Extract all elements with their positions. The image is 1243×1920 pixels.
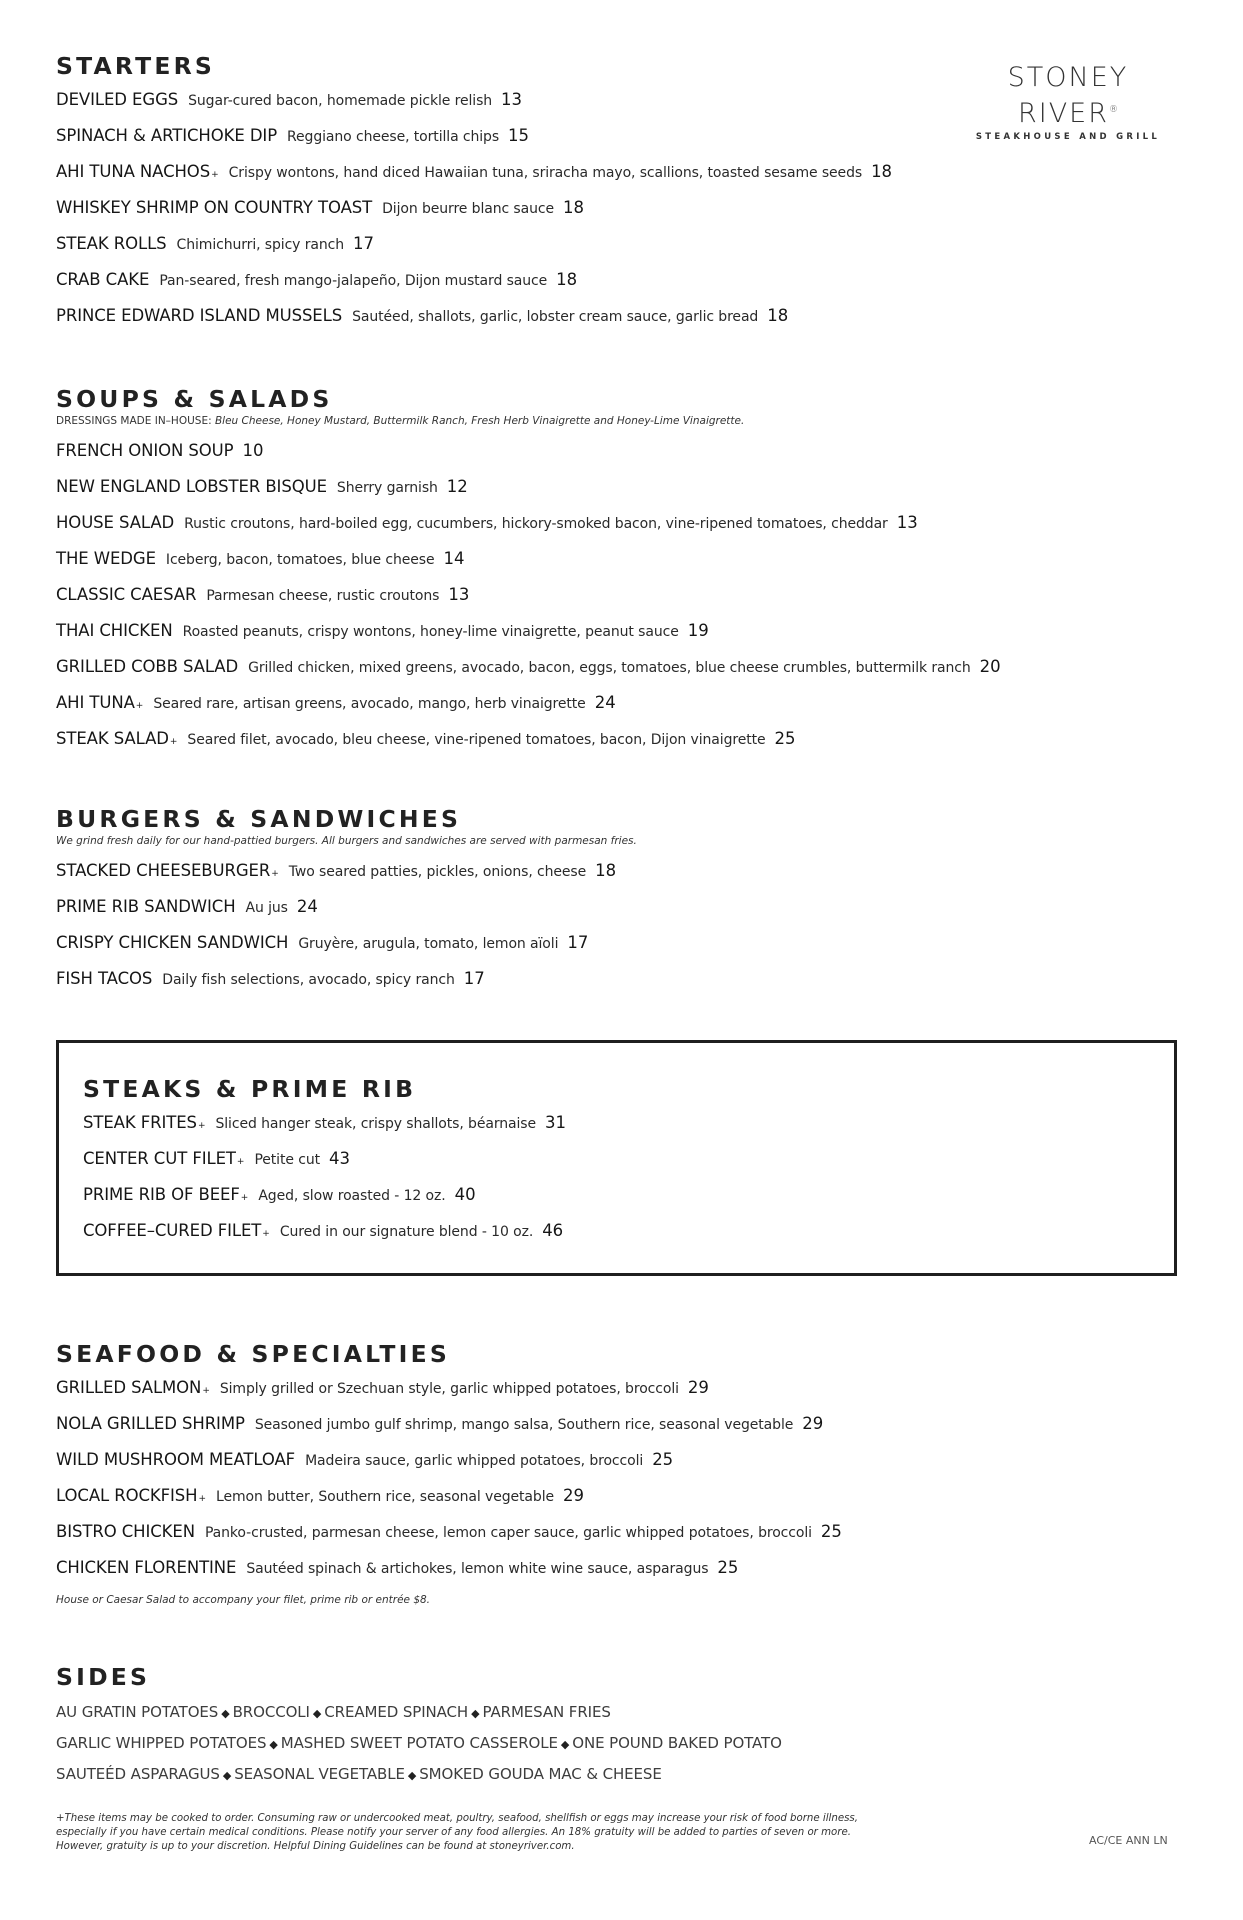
- item-name: CHICKEN FLORENTINE: [56, 1558, 237, 1577]
- menu-item: [56, 1376, 1186, 1412]
- item-price: 25: [652, 1450, 674, 1469]
- menu-item-list: [83, 1111, 1143, 1255]
- item-price: 13: [896, 513, 918, 532]
- side-dish: CREAMED SPINACH: [324, 1703, 469, 1721]
- raw-warning-mark: +: [271, 869, 279, 879]
- item-price: 46: [542, 1221, 564, 1240]
- menu-item: [83, 1147, 1143, 1183]
- menu-item: [56, 439, 1186, 475]
- item-name: THAI CHICKEN: [56, 621, 173, 640]
- item-name: AHI TUNA NACHOS: [56, 162, 211, 181]
- item-price: 15: [508, 126, 530, 145]
- item-price: 24: [296, 897, 318, 916]
- sides-line: [56, 1732, 1186, 1763]
- item-name: NEW ENGLAND LOBSTER BISQUE: [56, 477, 327, 496]
- item-name: PRIME RIB OF BEEF: [83, 1185, 240, 1204]
- menu-item: [56, 691, 1186, 727]
- menu-item: [56, 1412, 1186, 1448]
- item-price: 17: [463, 969, 485, 988]
- item-price: 13: [448, 585, 470, 604]
- sides-section: [56, 1663, 1186, 1794]
- side-dish: BROCCOLI: [232, 1703, 310, 1721]
- diamond-separator-icon: ◆: [269, 1738, 278, 1751]
- item-description: Sugar-cured bacon, homemade pickle relish: [188, 93, 493, 109]
- menu-item: [56, 859, 1186, 895]
- item-name: COFFEE–CURED FILET: [83, 1221, 262, 1240]
- item-price: 25: [717, 1558, 739, 1577]
- item-price: 17: [567, 933, 589, 952]
- menu-item: [56, 511, 1186, 547]
- diamond-separator-icon: ◆: [560, 1738, 570, 1751]
- item-name: WHISKEY SHRIMP ON COUNTRY TOAST: [56, 198, 373, 217]
- item-description: Roasted peanuts, crispy wontons, honey-lime vinaigrette, peanut sauce: [182, 624, 679, 640]
- side-dish: SMOKED GOUDA MAC & CHEESE: [419, 1765, 662, 1783]
- side-dish: PARMESAN FRIES: [482, 1703, 611, 1721]
- side-dish: ONE POUND BAKED POTATO: [572, 1734, 782, 1752]
- item-description: Reggiano cheese, tortilla chips: [287, 129, 500, 145]
- menu-item: [56, 1484, 1186, 1520]
- starters-section: [56, 52, 1186, 340]
- burgers-note: We grind fresh daily for our hand-pattied burgers. All burgers and sandwiches are served with parmesan fries.: [56, 835, 637, 847]
- menu-item: [56, 583, 1186, 619]
- item-price: 25: [774, 729, 796, 748]
- item-name: AHI TUNA: [56, 693, 135, 712]
- side-dish: SEASONAL VEGETABLE: [234, 1765, 405, 1783]
- side-dish: MASHED SWEET POTATO CASSEROLE: [280, 1734, 558, 1752]
- item-price: 43: [329, 1149, 350, 1168]
- steaks-prime-rib-box: [56, 1040, 1177, 1276]
- raw-warning-mark: +: [262, 1229, 270, 1239]
- menu-item-list: [56, 1376, 1186, 1592]
- sides-line: [56, 1701, 1186, 1732]
- raw-warning-mark: +: [236, 1157, 245, 1167]
- diamond-separator-icon: ◆: [471, 1707, 480, 1720]
- item-description: Seasoned jumbo gulf shrimp, mango salsa, Southern rice, seasonal vegetable: [254, 1417, 794, 1433]
- item-description: Sherry garnish: [336, 480, 438, 496]
- item-name: PRINCE EDWARD ISLAND MUSSELS: [56, 306, 343, 325]
- menu-item-list: [56, 88, 1186, 340]
- item-description: Cured in our signature blend - 10 oz.: [279, 1224, 534, 1240]
- menu-code: AC/CE ANN LN: [1089, 1834, 1168, 1847]
- item-name: BISTRO CHICKEN: [56, 1522, 195, 1541]
- menu-item: [56, 232, 1186, 268]
- item-description: Pan-seared, fresh mango-jalapeño, Dijon mustard sauce: [159, 273, 548, 289]
- item-name: GRILLED SALMON: [56, 1378, 202, 1397]
- item-price: 29: [687, 1378, 709, 1397]
- menu-item: [56, 931, 1186, 967]
- item-price: 20: [979, 657, 1001, 676]
- item-name: CRISPY CHICKEN SANDWICH: [56, 933, 289, 952]
- item-name: NOLA GRILLED SHRIMP: [56, 1414, 245, 1433]
- item-price: 14: [443, 549, 465, 568]
- item-price: 10: [242, 441, 264, 460]
- menu-item: [56, 727, 1186, 763]
- menu-item: [56, 304, 1186, 340]
- menu-item: [56, 475, 1186, 511]
- item-description: Lemon butter, Southern rice, seasonal vegetable: [216, 1489, 555, 1505]
- raw-warning-mark: +: [240, 1193, 249, 1203]
- item-price: 18: [595, 861, 617, 880]
- item-description: Rustic croutons, hard-boiled egg, cucumbers, hickory-smoked bacon, vine-ripened tomatoes, cheddar: [184, 516, 888, 532]
- menu-item: [56, 88, 1186, 124]
- item-price: 18: [767, 306, 789, 325]
- menu-item: [56, 160, 1186, 196]
- item-name: STEAK ROLLS: [56, 234, 167, 253]
- item-description: Simply grilled or Szechuan style, garlic whipped potatoes, broccoli: [219, 1381, 679, 1397]
- menu-item: [56, 655, 1186, 691]
- salad-addon-note: House or Caesar Salad to accompany your filet, prime rib or entrée $8.: [56, 1594, 431, 1606]
- item-price: 24: [594, 693, 616, 712]
- raw-warning-mark: +: [198, 1494, 207, 1504]
- diamond-separator-icon: ◆: [407, 1769, 417, 1782]
- raw-warning-mark: +: [197, 1121, 206, 1131]
- item-description: Madeira sauce, garlic whipped potatoes, broccoli: [305, 1453, 644, 1469]
- item-description: Gruyère, arugula, tomato, lemon aïoli: [298, 936, 559, 952]
- logo-wordmark: STONEY RIVER®: [1007, 62, 1129, 129]
- diamond-separator-icon: ◆: [312, 1707, 322, 1720]
- side-dish: AU GRATIN POTATOES: [56, 1703, 219, 1721]
- soups-salads-section: [56, 385, 1186, 763]
- item-name: FRENCH ONION SOUP: [56, 441, 234, 460]
- item-description: Grilled chicken, mixed greens, avocado, bacon, eggs, tomatoes, blue cheese crumbles, buttermilk ranch: [248, 660, 971, 676]
- item-description: Chimichurri, spicy ranch: [176, 237, 344, 253]
- section-title: STEAKS & PRIME RIB: [83, 1075, 417, 1103]
- item-description: Crispy wontons, hand diced Hawaiian tuna, sriracha mayo, scallions, toasted sesame seeds: [228, 165, 863, 181]
- item-name: CENTER CUT FILET: [83, 1149, 236, 1168]
- item-description: Aged, slow roasted - 12 oz.: [258, 1188, 446, 1204]
- item-price: 12: [446, 477, 468, 496]
- burgers-sandwiches-section: [56, 805, 1186, 1003]
- item-name: PRIME RIB SANDWICH: [56, 897, 236, 916]
- item-description: Panko-crusted, parmesan cheese, lemon caper sauce, garlic whipped potatoes, broccoli: [204, 1525, 812, 1541]
- sides-line: [56, 1763, 1186, 1794]
- menu-item: [56, 196, 1186, 232]
- raw-warning-mark: +: [202, 1386, 210, 1396]
- item-name: DEVILED EGGS: [56, 90, 179, 109]
- item-description: Daily fish selections, avocado, spicy ranch: [162, 972, 455, 988]
- item-name: STEAK FRITES: [83, 1113, 197, 1132]
- item-description: Petite cut: [254, 1152, 320, 1168]
- menu-item: [56, 124, 1186, 160]
- item-description: Sautéed, shallots, garlic, lobster cream sauce, garlic bread: [352, 309, 759, 325]
- item-price: 18: [563, 198, 584, 217]
- item-description: Sautéed spinach & artichokes, lemon white wine sauce, asparagus: [246, 1561, 709, 1577]
- item-description: Au jus: [245, 900, 288, 916]
- menu-item: [56, 547, 1186, 583]
- item-price: 13: [501, 90, 523, 109]
- item-description: Two seared patties, pickles, onions, cheese: [288, 864, 587, 880]
- menu-item: [83, 1111, 1143, 1147]
- menu-item-list: [56, 439, 1186, 763]
- section-title: SEAFOOD & SPECIALTIES: [56, 1340, 450, 1368]
- section-title: BURGERS & SANDWICHES: [56, 805, 462, 833]
- item-price: 18: [871, 162, 893, 181]
- raw-warning-mark: +: [135, 701, 144, 711]
- item-price: 17: [353, 234, 374, 253]
- menu-item: [56, 268, 1186, 304]
- item-price: 19: [687, 621, 709, 640]
- item-description: Seared filet, avocado, bleu cheese, vine-ripened tomatoes, bacon, Dijon vinaigrette: [187, 732, 766, 748]
- item-name: LOCAL ROCKFISH: [56, 1486, 198, 1505]
- menu-item: [56, 619, 1186, 655]
- item-description: Sliced hanger steak, crispy shallots, béarnaise: [215, 1116, 536, 1132]
- item-description: Parmesan cheese, rustic croutons: [206, 588, 440, 604]
- item-name: THE WEDGE: [56, 549, 156, 568]
- menu-item: [83, 1219, 1143, 1255]
- item-price: 31: [544, 1113, 566, 1132]
- menu-item: [56, 895, 1186, 931]
- item-description: Seared rare, artisan greens, avocado, mango, herb vinaigrette: [153, 696, 586, 712]
- raw-warning-mark: +: [211, 170, 219, 180]
- seafood-specialties-section: [56, 1340, 1186, 1606]
- section-title: STARTERS: [56, 52, 216, 80]
- item-price: 29: [563, 1486, 585, 1505]
- item-price: 25: [820, 1522, 842, 1541]
- item-name: WILD MUSHROOM MEATLOAF: [56, 1450, 296, 1469]
- side-dish: GARLIC WHIPPED POTATOES: [56, 1734, 267, 1752]
- menu-item: [83, 1183, 1143, 1219]
- item-name: CRAB CAKE: [56, 270, 150, 289]
- menu-item: [56, 1520, 1186, 1556]
- item-description: Dijon beurre blanc sauce: [382, 201, 554, 217]
- item-name: SPINACH & ARTICHOKE DIP: [56, 126, 278, 145]
- menu-item: [56, 967, 1186, 1003]
- item-price: 29: [802, 1414, 824, 1433]
- diamond-separator-icon: ◆: [222, 1769, 232, 1782]
- item-name: HOUSE SALAD: [56, 513, 175, 532]
- section-title: SIDES: [56, 1663, 151, 1691]
- item-price: 18: [556, 270, 578, 289]
- item-price: 40: [454, 1185, 476, 1204]
- item-name: FISH TACOS: [56, 969, 153, 988]
- allergy-disclaimer: +These items may be cooked to order. Consuming raw or undercooked meat, poultry, seafood, shellfish or eggs may increase your risk of food borne illness, especially if you have certain medical conditions. Please notify your server of any food allergies. An 18% gratuity will be added to parties of seven or more. However, gratuity is up to your discretion. Helpful Dining Guidelines can be found at stoneyriver.com.: [56, 1813, 858, 1852]
- section-title: SOUPS & SALADS: [56, 385, 333, 413]
- raw-warning-mark: +: [169, 737, 178, 747]
- menu-item: [56, 1448, 1186, 1484]
- menu-item: [56, 1556, 1186, 1592]
- diamond-separator-icon: ◆: [221, 1707, 230, 1720]
- logo-tagline: STEAKHOUSE AND GRILL: [975, 132, 1161, 142]
- item-name: CLASSIC CAESAR: [56, 585, 197, 604]
- menu-item-list: [56, 859, 1186, 1003]
- sides-list: [56, 1701, 1186, 1794]
- item-name: STACKED CHEESEBURGER: [56, 861, 271, 880]
- item-name: STEAK SALAD: [56, 729, 169, 748]
- side-dish: SAUTEÉD ASPARAGUS: [56, 1765, 220, 1783]
- item-description: Iceberg, bacon, tomatoes, blue cheese: [165, 552, 435, 568]
- dressings-note: DRESSINGS MADE IN–HOUSE: Bleu Cheese, Honey Mustard, Buttermilk Ranch, Fresh Herb Vinaigrette and Honey-Lime Vinaigrette.: [56, 415, 745, 427]
- item-name: GRILLED COBB SALAD: [56, 657, 239, 676]
